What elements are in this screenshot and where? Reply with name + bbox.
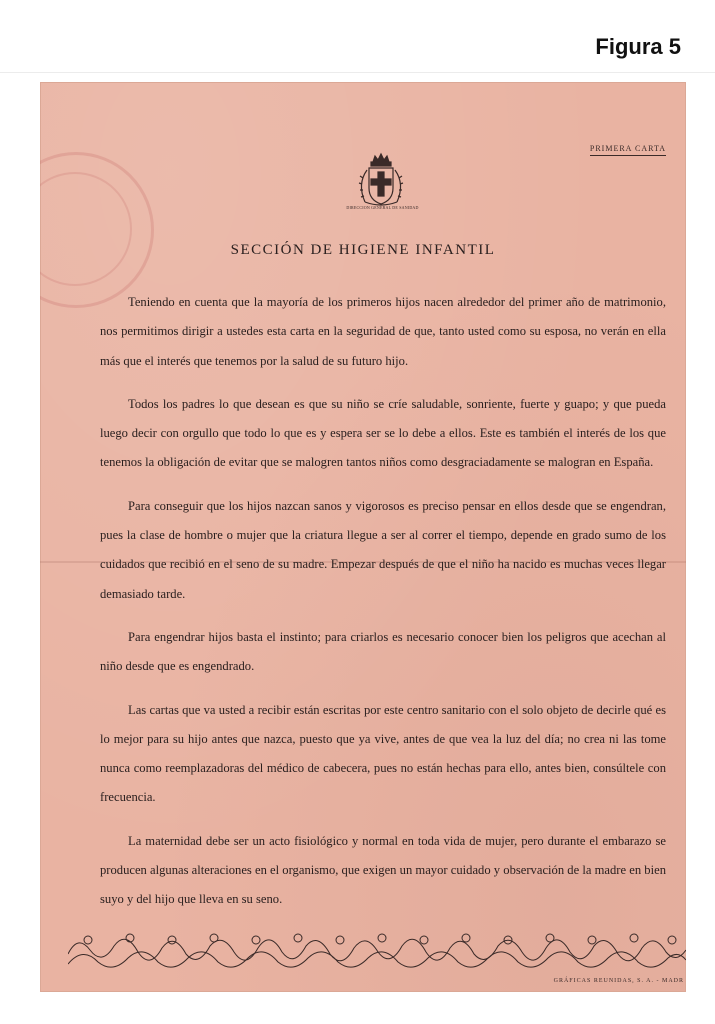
section-title: SECCIÓN DE HIGIENE INFANTIL — [230, 242, 496, 258]
paragraph-1: Teniendo en cuenta que la mayoría de los primeros hijos nacen alrededor del primer año de matrimonio, nos permitimos dirigir a ustedes esta carta en la seguridad de que, tanto usted como su esposa, no verán en ella más que el interés que tenemos por la salud de su futuro hijo. — [100, 295, 666, 368]
crest-emblem-icon — [351, 152, 411, 222]
header-divider — [0, 72, 715, 73]
letter-document — [40, 82, 686, 992]
paragraph-2: Todos los padres lo que desean es que su niño se críe saludable, sonriente, fuerte y guapo; y que pueda luego decir con orgullo que todo lo que es y espera ser se lo debe a ellos. Este es también el interés de los que tenemos la obligación de evitar que se malogren tantos niños como desgraciadamente se malogran en España. — [100, 396, 666, 470]
letter-number: PRIMERA CARTA — [590, 144, 666, 156]
paragraph-4: Para engendrar hijos basta el instinto; para criarlos es necesario conocer bien los peligros que acechan al niño desde que es engendrado. — [100, 629, 666, 674]
paragraph-6: La maternidad debe ser un acto fisiológico y normal en toda vida de mujer, pero durante el embarazo se producen algunas alteraciones en el organismo, que exigen un mayor cuidado y observación de la madre en bien suyo y del hijo que lleva en su seno. — [100, 833, 666, 907]
paragraph-5: Las cartas que va usted a recibir están escritas por este centro sanitario con el solo objeto de decirle qué es lo mejor para su hijo antes que nazca, puesto que ya vive, antes de que vea la luz del día; no crea ni las tome nunca como reemplazadoras del médico de cabecera, pues no están hechas para ello, antes bien, consúltele con frecuencia. — [100, 702, 666, 805]
letter-body — [100, 288, 666, 929]
crest-caption: DIRECCION GENERAL DE SANIDAD — [346, 205, 419, 210]
paragraph-3: Para conseguir que los hijos nazcan sanos y vigorosos es preciso pensar en ellos desde que se engendran, pues la clase de hombre o mujer que la criatura llegue a ser al correr el tiempo, depende en grado sumo de los cuidados que recibió en el seno de su madre. Empezar después de que el niño ha nacido es muchas veces llegar demasiado tarde. — [100, 498, 666, 601]
cherub-border-ornament-icon — [68, 924, 686, 974]
figure-label: Figura 5 — [595, 34, 681, 59]
printer-mark: GRÁFICAS REUNIDAS, S. A. - MADR — [553, 978, 684, 984]
